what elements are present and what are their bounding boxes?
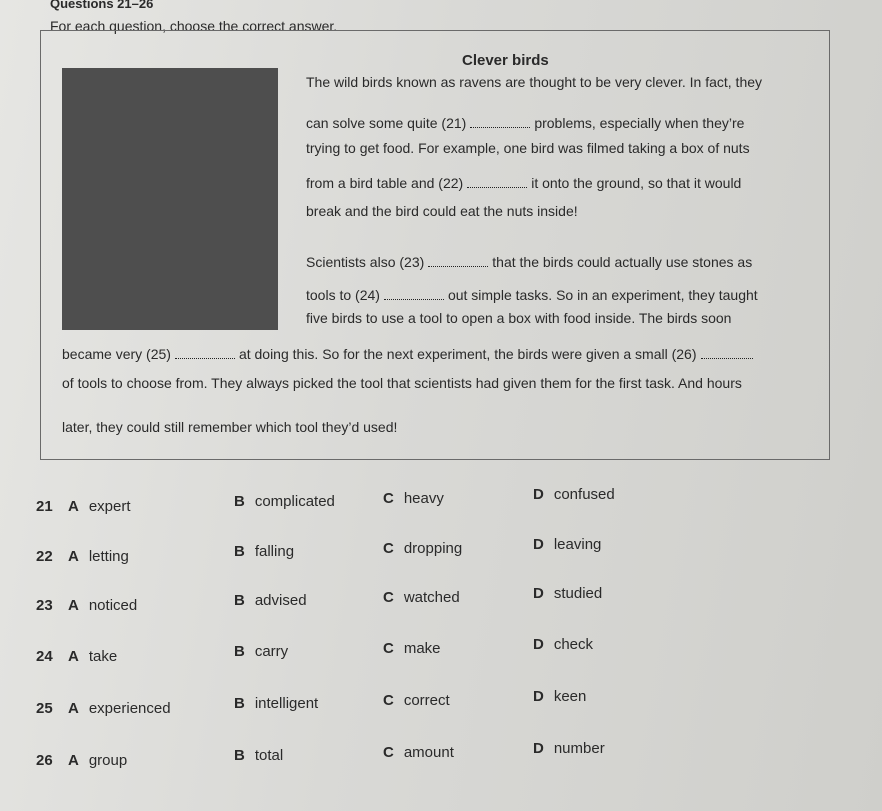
answer-option-d[interactable] [533, 536, 601, 553]
option-text: letting [88, 548, 129, 565]
passage-line [306, 74, 762, 90]
answer-option-a[interactable] [68, 752, 127, 769]
passage-line [306, 203, 578, 219]
question-number: 23 [36, 597, 53, 614]
option-letter: A [68, 548, 79, 565]
passage-line [62, 375, 742, 391]
option-text: correct [403, 692, 450, 709]
passage-line [306, 115, 744, 131]
question-number: 22 [36, 548, 53, 565]
option-letter: D [533, 585, 544, 602]
option-letter: D [533, 536, 544, 553]
option-text: take [88, 648, 118, 665]
passage-line-text: can solve some quite (21) [306, 115, 467, 131]
answer-option-b[interactable] [234, 592, 307, 609]
option-letter: B [234, 543, 245, 560]
option-text: leaving [553, 536, 602, 553]
option-text: noticed [88, 597, 138, 614]
passage-line-text: tools to (24) [306, 287, 380, 303]
option-text: expert [88, 498, 131, 515]
question-number: 21 [36, 498, 53, 515]
answer-option-a[interactable] [68, 498, 131, 515]
option-text: number [553, 740, 605, 757]
option-letter: D [533, 740, 544, 757]
option-text: experienced [88, 700, 171, 717]
option-letter: A [68, 597, 79, 614]
passage-line-text: Scientists also (23) [306, 254, 425, 270]
option-letter: C [383, 744, 394, 761]
answer-blank [701, 348, 753, 359]
option-letter: B [234, 643, 245, 660]
passage-title: Clever birds [462, 52, 549, 69]
passage-line [306, 310, 731, 326]
section-heading: Questions 21–26 [50, 0, 154, 11]
option-text: keen [553, 688, 587, 705]
question-number: 26 [36, 752, 53, 769]
option-letter: C [383, 589, 394, 606]
answer-option-c[interactable] [383, 589, 460, 606]
answer-option-c[interactable] [383, 640, 441, 657]
option-letter: B [234, 747, 245, 764]
answer-option-a[interactable] [68, 597, 137, 614]
answer-blank [428, 256, 488, 267]
answer-option-d[interactable] [533, 585, 602, 602]
option-text: intelligent [254, 695, 319, 712]
option-text: confused [553, 486, 615, 503]
answer-option-a[interactable] [68, 648, 117, 665]
passage-line-text: it onto the ground, so that it would [531, 175, 742, 191]
option-letter: A [68, 700, 79, 717]
answer-blank [470, 117, 530, 128]
option-text: total [254, 747, 284, 764]
passage-line-text: from a bird table and (22) [306, 175, 464, 191]
answer-blank [384, 289, 444, 300]
answer-option-b[interactable] [234, 493, 335, 510]
question-number: 24 [36, 648, 53, 665]
option-letter: B [234, 695, 245, 712]
option-text: group [88, 752, 128, 769]
option-letter: A [68, 648, 79, 665]
option-text: studied [553, 585, 603, 602]
answer-option-b[interactable] [234, 695, 318, 712]
option-text: amount [403, 744, 454, 761]
option-letter: B [234, 493, 245, 510]
passage-line [306, 254, 752, 270]
answer-option-c[interactable] [383, 540, 462, 557]
answer-option-c[interactable] [383, 692, 450, 709]
option-letter: B [234, 592, 245, 609]
option-letter: A [68, 498, 79, 515]
answer-option-c[interactable] [383, 490, 444, 507]
answer-option-d[interactable] [533, 740, 605, 757]
passage-line-text: trying to get food. For example, one bird was filmed taking a box of nuts [306, 140, 750, 156]
passage-line [306, 287, 758, 303]
passage-line [306, 140, 750, 156]
passage-line-text: became very (25) [62, 346, 171, 362]
answer-blank [175, 348, 235, 359]
option-letter: D [533, 486, 544, 503]
answer-option-b[interactable] [234, 643, 288, 660]
option-text: heavy [403, 490, 444, 507]
answer-option-d[interactable] [533, 486, 615, 503]
passage-line-text: The wild birds known as ravens are thought to be very clever. In fact, they [306, 74, 763, 90]
option-letter: D [533, 636, 544, 653]
passage-line-text: break and the bird could eat the nuts inside! [306, 203, 578, 219]
option-text: complicated [254, 493, 335, 510]
option-letter: C [383, 540, 394, 557]
raven-photo [62, 68, 278, 330]
answer-option-a[interactable] [68, 548, 129, 565]
option-text: falling [254, 543, 295, 560]
option-text: carry [254, 643, 289, 660]
question-number: 25 [36, 700, 53, 717]
option-text: watched [403, 589, 460, 606]
answer-option-c[interactable] [383, 744, 454, 761]
answer-option-a[interactable] [68, 700, 171, 717]
option-letter: C [383, 692, 394, 709]
passage-line [306, 175, 741, 191]
answer-option-b[interactable] [234, 543, 294, 560]
answer-blank [467, 177, 527, 188]
option-text: check [553, 636, 594, 653]
passage-line-text: later, they could still remember which tool they’d used! [62, 419, 398, 435]
passage-line [62, 346, 753, 362]
passage-line-text: out simple tasks. So in an experiment, they taught [447, 287, 758, 303]
instruction-text: For each question, choose the correct answer. [50, 18, 338, 34]
option-text: dropping [403, 540, 463, 557]
option-text: make [403, 640, 441, 657]
answer-option-d[interactable] [533, 688, 586, 705]
passage-line [62, 419, 397, 435]
passage-line-text: problems, especially when they’re [534, 115, 745, 131]
option-letter: C [383, 640, 394, 657]
option-letter: A [68, 752, 79, 769]
passage-line-text: that the birds could actually use stones as [492, 254, 753, 270]
option-letter: D [533, 688, 544, 705]
option-text: advised [254, 592, 307, 609]
answer-option-d[interactable] [533, 636, 593, 653]
option-letter: C [383, 490, 394, 507]
passage-line-text: of tools to choose from. They always picked the tool that scientists had given them for the first task. And hours [62, 375, 742, 391]
passage-line-text: five birds to use a tool to open a box with food inside. The birds soon [306, 310, 732, 326]
passage-line-text: at doing this. So for the next experiment, the birds were given a small (26) [238, 346, 697, 362]
answer-option-b[interactable] [234, 747, 283, 764]
